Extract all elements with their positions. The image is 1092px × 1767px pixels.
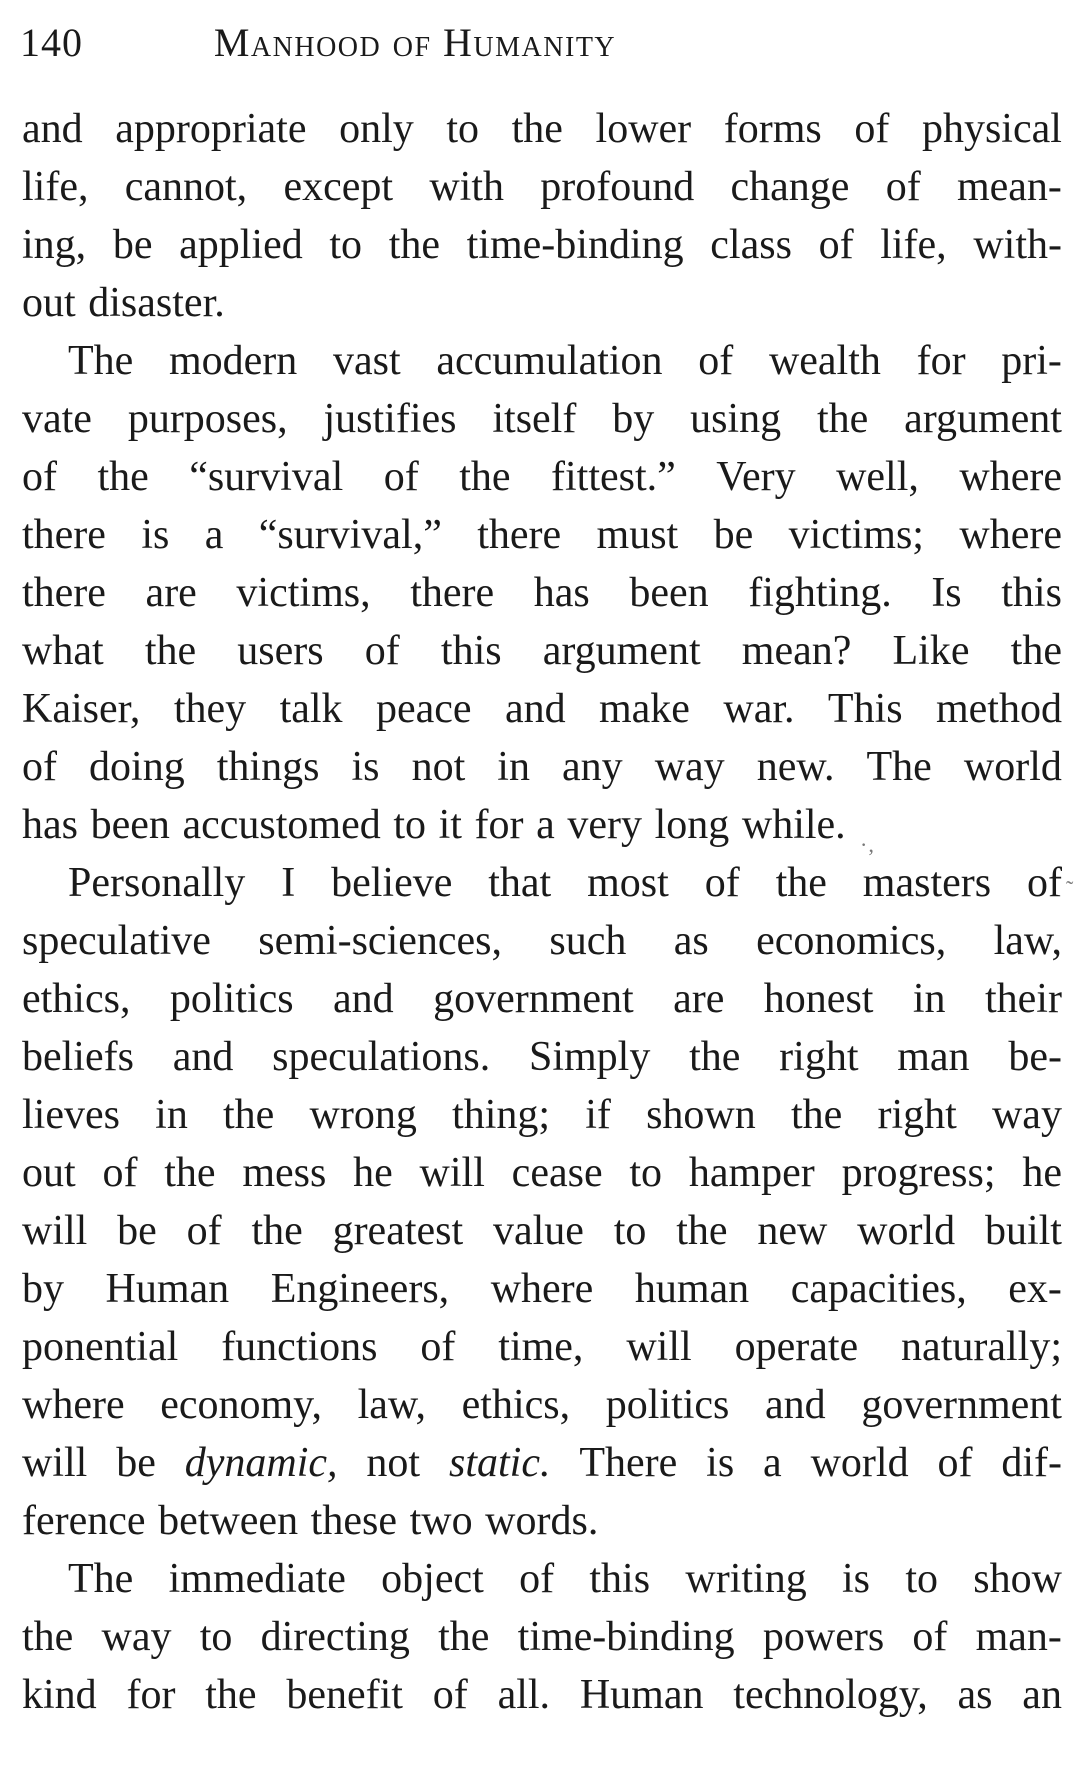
running-head xyxy=(20,18,1060,68)
stray-pencil-mark: ˜ xyxy=(1066,876,1074,901)
text-line: of the “survival of the fittest.” Very well, where xyxy=(22,454,1062,500)
text-line: life, cannot, except with profound change of mean- xyxy=(22,164,1062,210)
stray-pencil-mark: ·‚ xyxy=(860,832,875,857)
page-number: 140 xyxy=(20,20,83,65)
running-title: Manhood of Humanity xyxy=(213,20,617,65)
text-line: will be dynamic, not static. There is a world of dif- xyxy=(22,1440,1062,1486)
text-line: beliefs and speculations. Simply the right man be- xyxy=(22,1034,1062,1080)
text-line: out disaster. xyxy=(22,280,225,326)
text-line: Personally I believe that most of the masters of xyxy=(68,860,1062,906)
text-line: and appropriate only to the lower forms of physical xyxy=(22,106,1062,152)
text-line: of doing things is not in any way new. The world xyxy=(22,744,1062,790)
text-line: ponential functions of time, will operate naturally; xyxy=(22,1324,1062,1370)
text-line: lieves in the wrong thing; if shown the right way xyxy=(22,1092,1062,1138)
text-line: there is a “survival,” there must be victims; where xyxy=(22,512,1062,558)
text-line: Kaiser, they talk peace and make war. This method xyxy=(22,686,1062,732)
text-line: there are victims, there has been fighting. Is this xyxy=(22,570,1062,616)
body-text xyxy=(22,100,1062,1724)
text-line: speculative semi-sciences, such as economics, law, xyxy=(22,918,1062,964)
paragraph xyxy=(22,332,1062,854)
text-line: by Human Engineers, where human capacities, ex- xyxy=(22,1266,1062,1312)
text-line: The modern vast accumulation of wealth for pri- xyxy=(68,338,1062,384)
text-line: ethics, politics and government are honest in their xyxy=(22,976,1062,1022)
paragraph xyxy=(22,100,1062,332)
paragraph xyxy=(22,854,1062,1550)
text-line: ing, be applied to the time-binding class of life, with- xyxy=(22,222,1062,268)
text-line: ference between these two words. xyxy=(22,1498,599,1544)
text-line: will be of the greatest value to the new world built xyxy=(22,1208,1062,1254)
text-line: has been accustomed to it for a very long while. xyxy=(22,802,846,848)
text-line: kind for the benefit of all. Human technology, as an xyxy=(22,1672,1062,1718)
text-line: vate purposes, justifies itself by using the argument xyxy=(22,396,1062,442)
paragraph xyxy=(22,1550,1062,1724)
text-line: where economy, law, ethics, politics and government xyxy=(22,1382,1062,1428)
text-line: out of the mess he will cease to hamper progress; he xyxy=(22,1150,1062,1196)
text-line: the way to directing the time-binding powers of man- xyxy=(22,1614,1062,1660)
text-line: what the users of this argument mean? Like the xyxy=(22,628,1062,674)
text-line: The immediate object of this writing is to show xyxy=(68,1556,1062,1602)
